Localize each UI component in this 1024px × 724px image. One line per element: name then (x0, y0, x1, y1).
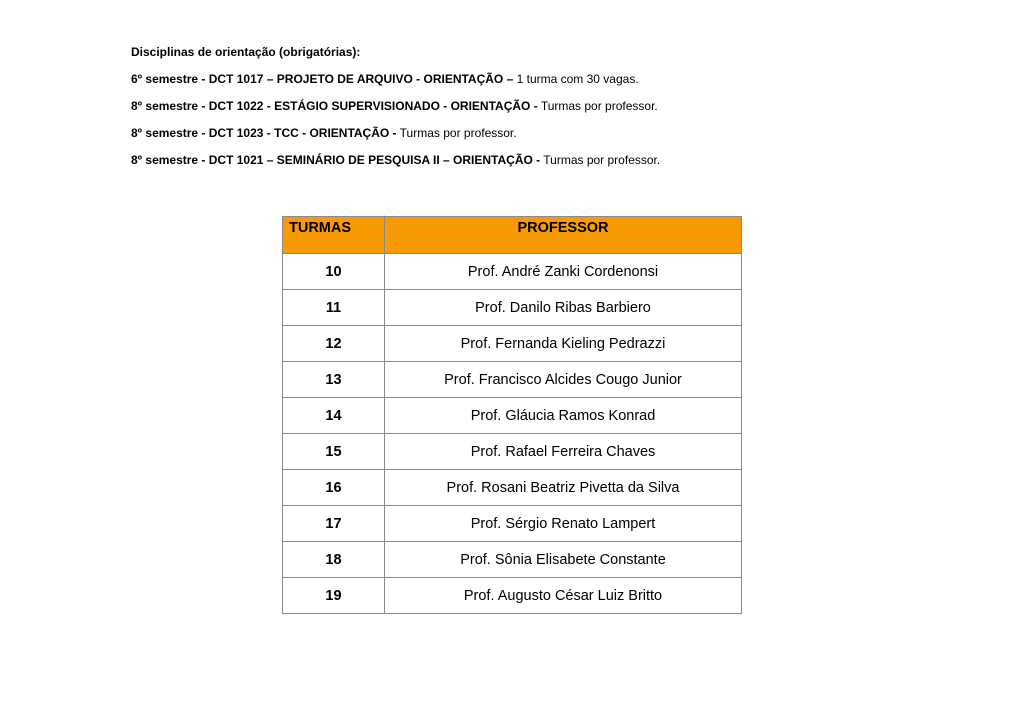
table-row (283, 254, 742, 290)
discipline-line (131, 98, 891, 114)
table-header-row (283, 217, 742, 254)
table-row (283, 578, 742, 614)
discipline-detail: Turmas por professor. (396, 126, 517, 140)
professor-name: Prof. Danilo Ribas Barbiero (385, 290, 742, 326)
table-row (283, 542, 742, 578)
professor-name: Prof. Gláucia Ramos Konrad (385, 398, 742, 434)
table-row (283, 470, 742, 506)
turma-number: 17 (283, 506, 385, 542)
discipline-code: 8º semestre - DCT 1022 - ESTÁGIO SUPERVISIONADO - ORIENTAÇÃO - (131, 99, 538, 113)
discipline-line (131, 152, 891, 168)
professor-name: Prof. Rosani Beatriz Pivetta da Silva (385, 470, 742, 506)
professor-name: Prof. Rafael Ferreira Chaves (385, 434, 742, 470)
discipline-code: 8º semestre - DCT 1023 - TCC - ORIENTAÇÃO - (131, 126, 397, 140)
turma-number: 19 (283, 578, 385, 614)
turma-number: 16 (283, 470, 385, 506)
professor-name: Prof. Fernanda Kieling Pedrazzi (385, 326, 742, 362)
turma-number: 13 (283, 362, 385, 398)
discipline-line (131, 125, 891, 141)
turma-number: 11 (283, 290, 385, 326)
turma-number: 15 (283, 434, 385, 470)
table-row (283, 434, 742, 470)
professor-name: Prof. Sônia Elisabete Constante (385, 542, 742, 578)
turma-number: 18 (283, 542, 385, 578)
table-row (283, 290, 742, 326)
discipline-detail: 1 turma com 30 vagas. (513, 72, 639, 86)
table-row (283, 506, 742, 542)
discipline-detail: Turmas por professor. (537, 99, 658, 113)
discipline-detail: Turmas por professor. (540, 153, 661, 167)
header-turmas: TURMAS (283, 217, 385, 254)
intro-section (131, 44, 891, 179)
professor-name: Prof. Sérgio Renato Lampert (385, 506, 742, 542)
intro-heading: Disciplinas de orientação (obrigatórias): (131, 45, 361, 59)
turmas-table (282, 216, 742, 614)
discipline-code: 8º semestre - DCT 1021 – SEMINÁRIO DE PESQUISA II – ORIENTAÇÃO - (131, 153, 541, 167)
table-row (283, 326, 742, 362)
table-row (283, 398, 742, 434)
professor-name: Prof. Francisco Alcides Cougo Junior (385, 362, 742, 398)
turma-number: 14 (283, 398, 385, 434)
header-professor: PROFESSOR (385, 217, 742, 254)
turma-number: 12 (283, 326, 385, 362)
table-row (283, 362, 742, 398)
professor-name: Prof. André Zanki Cordenonsi (385, 254, 742, 290)
discipline-code: 6º semestre - DCT 1017 – PROJETO DE ARQUIVO - ORIENTAÇÃO – (131, 72, 514, 86)
turma-number: 10 (283, 254, 385, 290)
discipline-line (131, 71, 891, 87)
professor-name: Prof. Augusto César Luiz Britto (385, 578, 742, 614)
